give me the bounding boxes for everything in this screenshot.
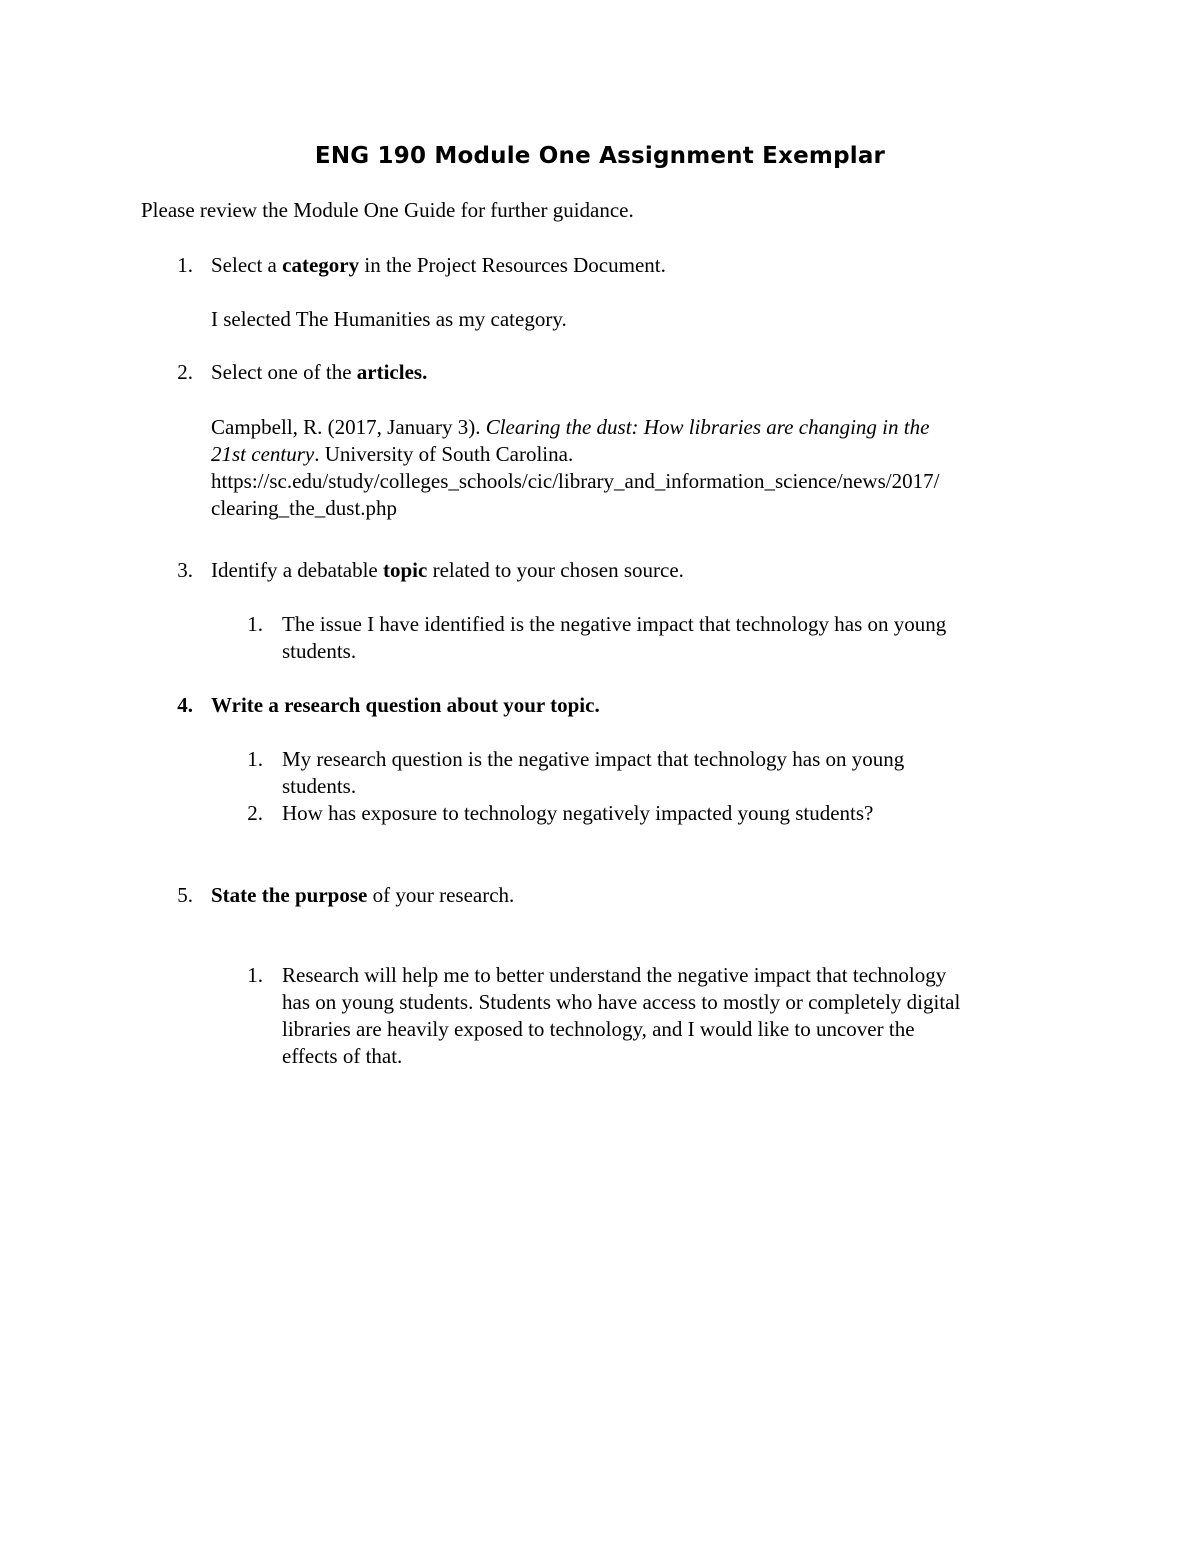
citation-line-1: Campbell, R. (2017, January 3). Clearing the dust: How libraries are changing in the [211,415,930,439]
item-4-sub-1-line-2: students. [282,774,357,798]
citation-line-2: 21st century. University of South Carolina. [211,442,574,466]
item-1-bold: category [282,253,360,277]
item-5-sub-1-line-2: has on young students. Students who have access to mostly or completely digital [282,990,961,1014]
item-3-text: Identify a debatable topic related to your chosen source. [211,558,684,582]
item-5-sub-1-line-3: libraries are heavily exposed to technology, and I would like to uncover the [282,1017,915,1041]
item-2-bold: articles. [356,360,428,384]
item-5-sub-1-line-4: effects of that. [282,1044,403,1068]
item-4-sub-2-line-1: How has exposure to technology negatively impacted young students? [282,801,874,825]
item-3-number: 3. [177,558,193,582]
citation-title: Clearing the dust: How libraries are changing in the [485,415,930,439]
item-5-sub-1-line-1: Research will help me to better understand the negative impact that technology [282,963,947,987]
citation-url-line-2: clearing_the_dust.php [211,496,398,520]
item-1-text: Select a category in the Project Resources Document. [211,253,666,277]
item-5-sub-1-number: 1. [247,963,263,987]
item-2-text: Select one of the articles. [211,360,428,384]
item-2-number: 2. [177,360,193,384]
item-4-sub-1-number: 1. [247,747,263,771]
item-1-answer: I selected The Humanities as my category. [211,307,567,331]
item-3-sub-1-number: 1. [247,612,263,636]
item-5-number: 5. [177,883,193,907]
citation-url-line-1: https://sc.edu/study/colleges_schools/cic/library_and_information_science/news/2017/ [211,469,940,493]
item-4-number: 4. [177,693,193,717]
item-4-sub-2-number: 2. [247,801,263,825]
item-3-bold: topic [383,558,428,582]
item-5-bold: State the purpose [211,883,368,907]
item-4-sub-1-line-1: My research question is the negative impact that technology has on young [282,747,905,771]
document-title: ENG 190 Module One Assignment Exemplar [314,143,886,169]
item-3-sub-1-line-1: The issue I have identified is the negative impact that technology has on young [282,612,947,636]
item-1-number: 1. [177,253,193,277]
item-5-text: State the purpose of your research. [211,883,515,907]
intro-text: Please review the Module One Guide for further guidance. [141,198,634,222]
item-4-text: Write a research question about your topic. [211,693,600,717]
item-3-sub-1-line-2: students. [282,639,357,663]
